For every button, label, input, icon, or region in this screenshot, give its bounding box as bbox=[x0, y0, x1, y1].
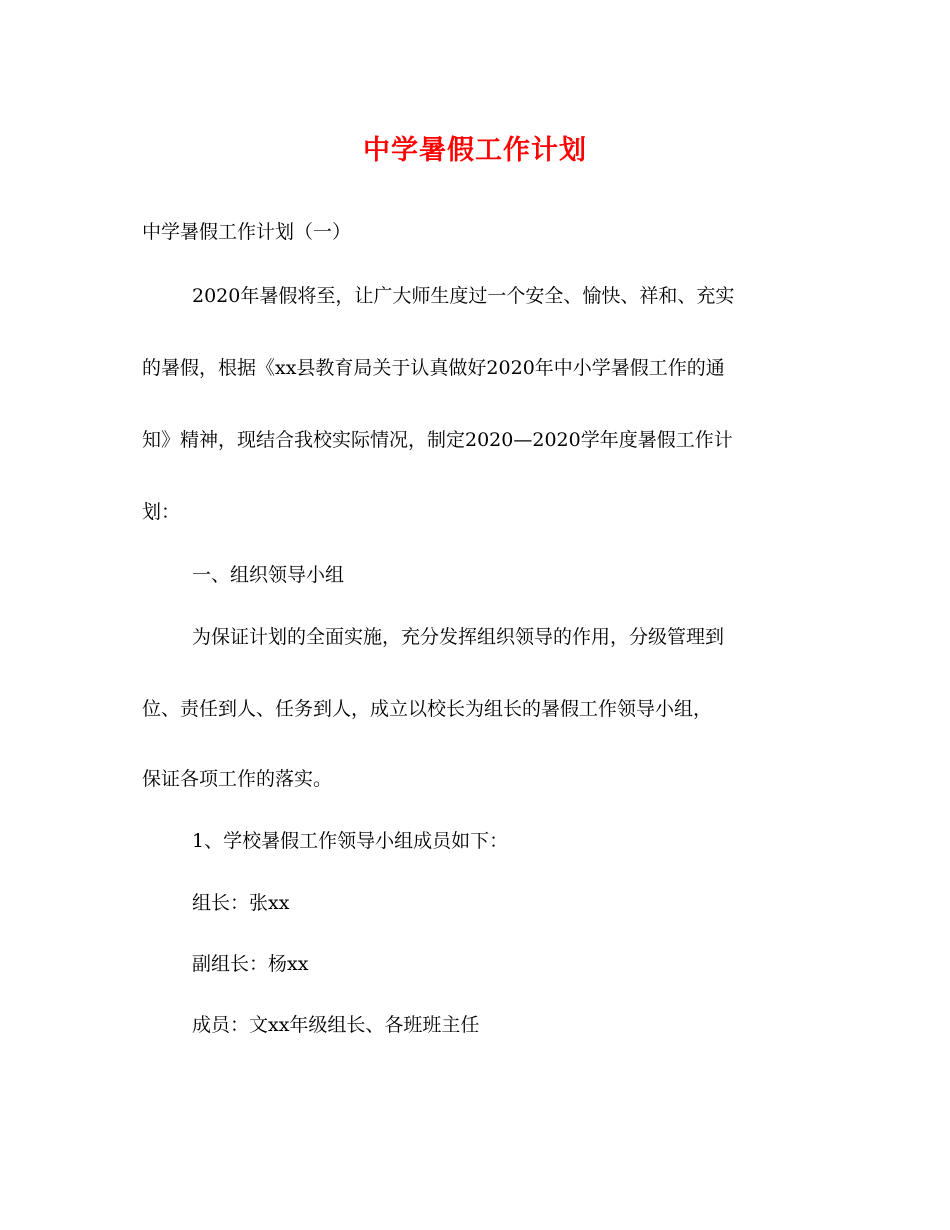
list-item: 副组长：杨xx bbox=[192, 953, 309, 975]
list-item: 组长：张xx bbox=[192, 892, 290, 914]
list-heading: 1、学校暑假工作领导小组成员如下： bbox=[192, 830, 509, 852]
paragraph-line: 为保证计划的全面实施，充分发挥组织领导的作用，分级管理到 bbox=[192, 626, 725, 648]
paragraph-line: 位、责任到人、任务到人，成立以校长为组长的暑假工作领导小组， bbox=[142, 698, 713, 720]
paragraph-line: 划： bbox=[142, 501, 181, 523]
paragraph-line: 保证各项工作的落实。 bbox=[142, 768, 333, 790]
paragraph-line: 知》精神，现结合我校实际情况，制定2020—2020学年度暑假工作计 bbox=[142, 429, 733, 451]
subsection-heading: 一、组织领导小组 bbox=[192, 564, 345, 586]
paragraph-line: 2020年暑假将至，让广大师生度过一个安全、愉快、祥和、充实 bbox=[192, 285, 735, 307]
paragraph-line: 的暑假，根据《xx县教育局关于认真做好2020年中小学暑假工作的通 bbox=[142, 357, 725, 379]
document-title: 中学暑假工作计划 bbox=[363, 135, 587, 166]
list-item: 成员：文xx年级组长、各班班主任 bbox=[192, 1014, 480, 1036]
section-heading: 中学暑假工作计划（一） bbox=[142, 221, 352, 243]
